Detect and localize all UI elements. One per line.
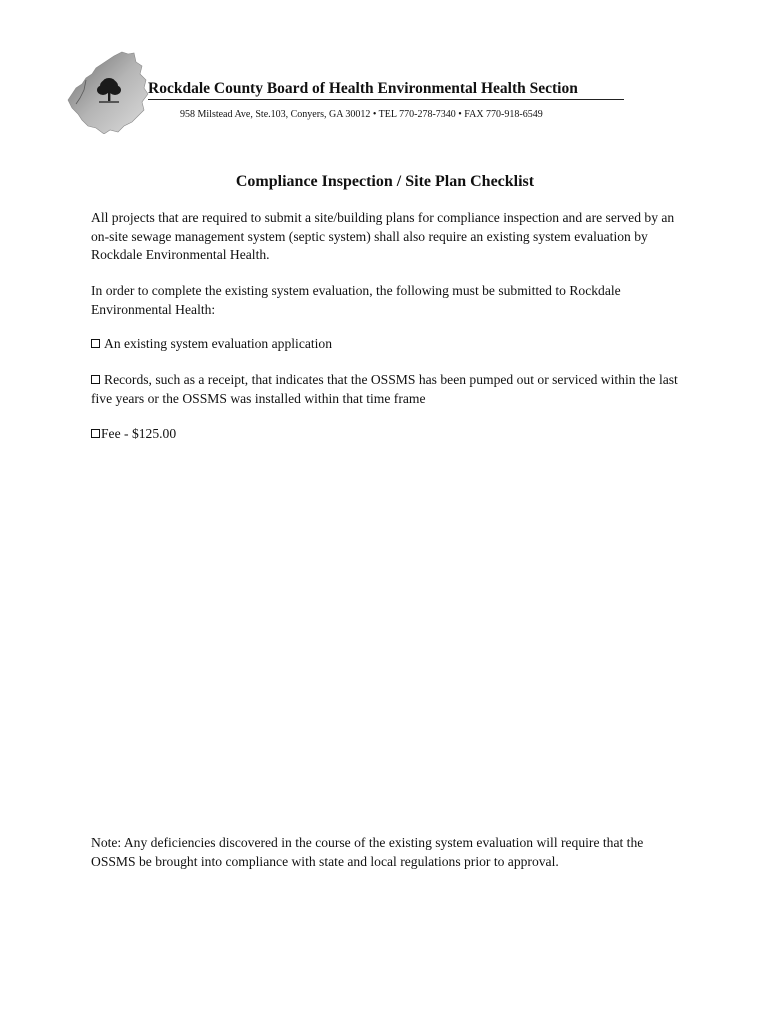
header-divider bbox=[148, 99, 624, 100]
checkbox[interactable] bbox=[91, 375, 100, 384]
organization-name: Rockdale County Board of Health Environmental Health Section bbox=[148, 80, 578, 97]
checklist-item bbox=[91, 425, 691, 444]
county-map-tree-icon bbox=[66, 50, 152, 134]
checkbox[interactable] bbox=[91, 339, 100, 348]
note-paragraph: Note: Any deficiencies discovered in the course of the existing system evaluation will require that the OSSMS be brought into compliance with state and local regulations prior to approval. bbox=[91, 835, 644, 869]
intro-paragraph: All projects that are required to submit a site/building plans for compliance inspection and are served by an on-site sewage management system (septic system) shall also require an existing system evaluation by Rockdale Environmental Health. bbox=[91, 210, 675, 262]
document-title: Compliance Inspection / Site Plan Checklist bbox=[235, 173, 535, 190]
checklist-item-label: Fee - $125.00 bbox=[101, 426, 177, 441]
checklist-item bbox=[91, 371, 691, 408]
county-logo bbox=[66, 50, 152, 134]
checklist-item-label: An existing system evaluation application bbox=[104, 336, 333, 351]
checklist-item bbox=[91, 335, 691, 354]
checkbox[interactable] bbox=[91, 429, 100, 438]
organization-address: 958 Milstead Ave, Ste.103, Conyers, GA 30012 • TEL 770-278-7340 • FAX 770-918-6549 bbox=[180, 109, 543, 120]
checklist-item-label: Records, such as a receipt, that indicates that the OSSMS has been pumped out or serviced within the last five years or the OSSMS was installed within that time frame bbox=[91, 372, 678, 406]
instruction-paragraph: In order to complete the existing system evaluation, the following must be submitted to Rockdale Environmental Health: bbox=[91, 283, 621, 317]
